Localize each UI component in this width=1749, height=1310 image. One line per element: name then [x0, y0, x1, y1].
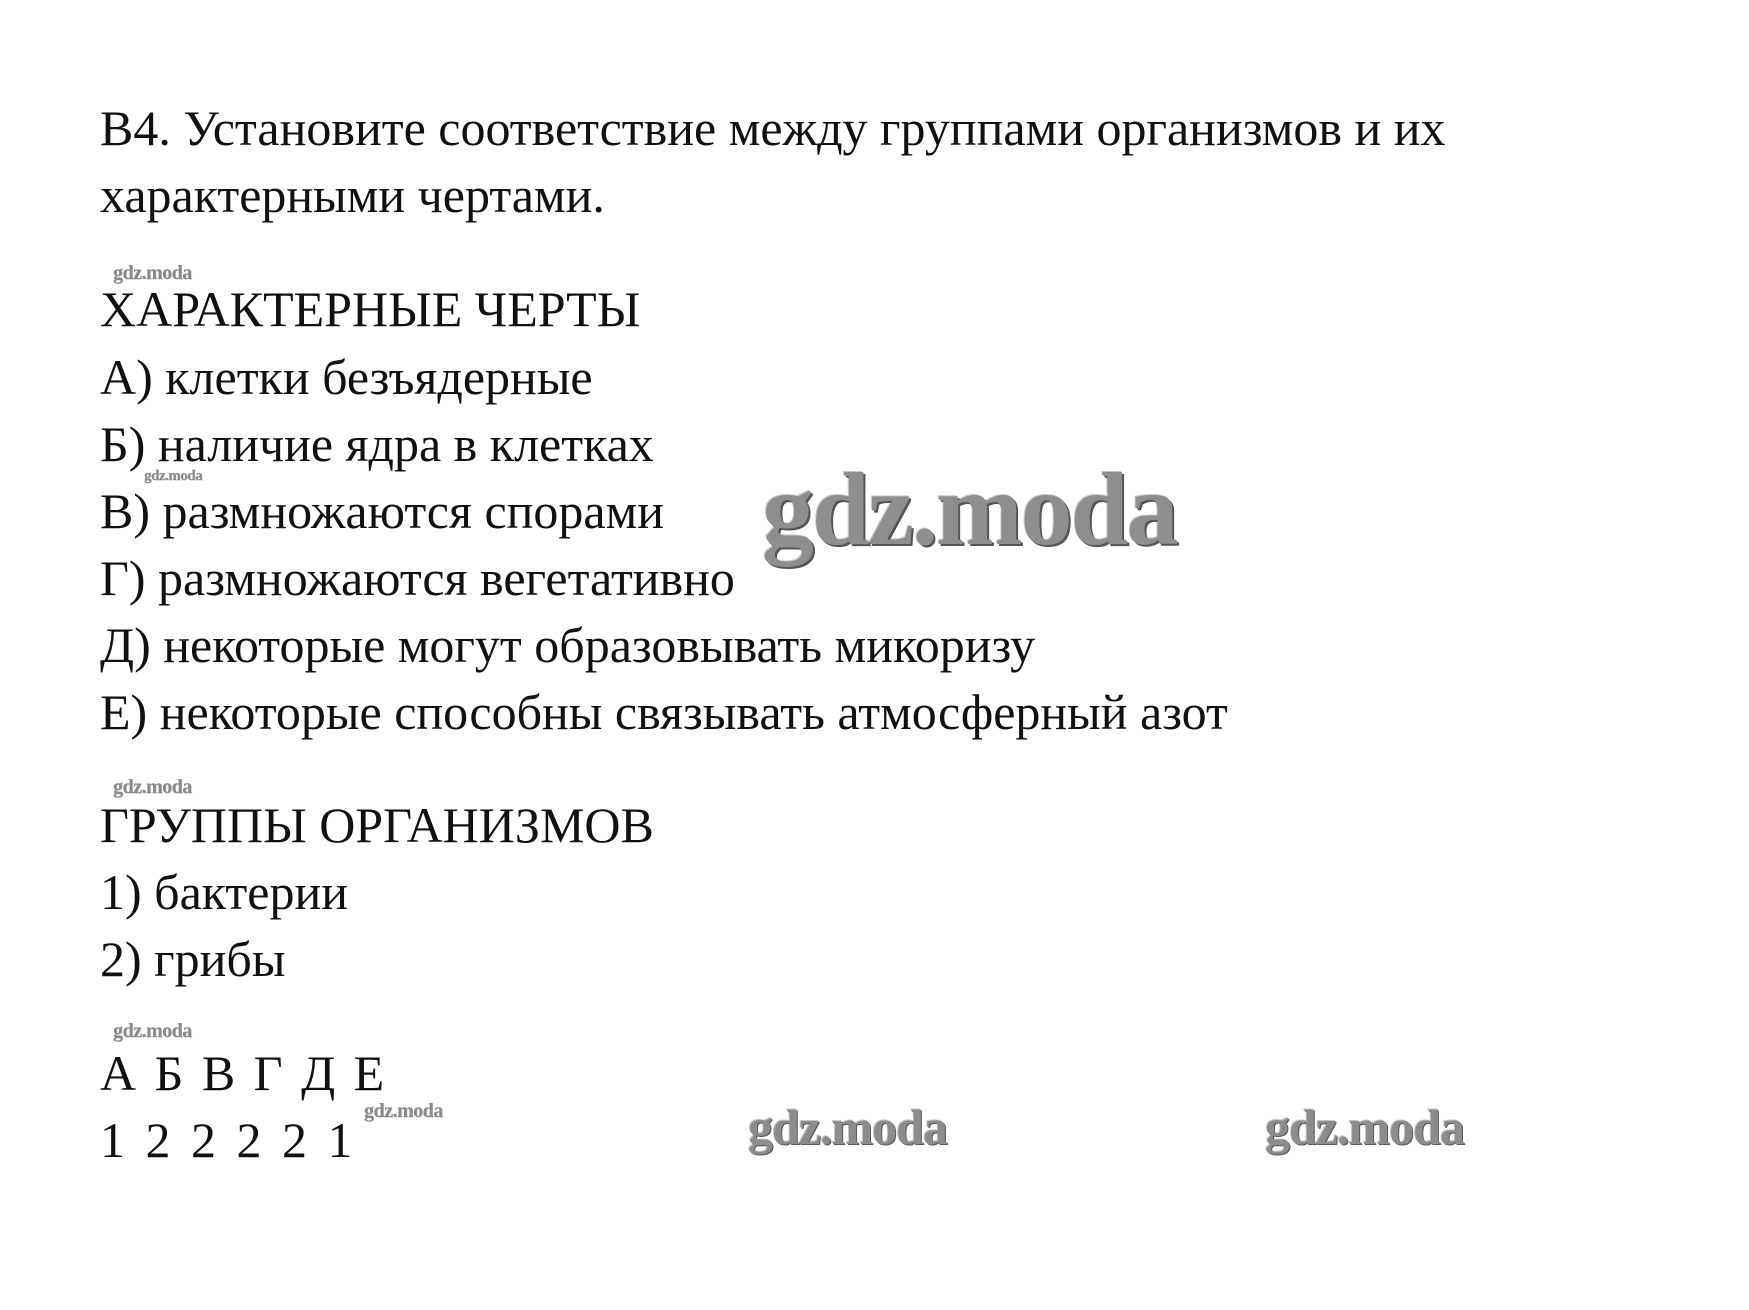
question-line-1: В4. Установите соответствие между группами организмов и их [100, 100, 1446, 156]
watermark-medium: gdz.moda [748, 1099, 947, 1155]
feature-item-e: Е) некоторые способны связывать атмосферный азот [100, 684, 1228, 740]
group-item-2: 2) грибы [100, 931, 286, 987]
watermark-small: gdz.moda [113, 262, 192, 284]
watermark-small: gdz.moda [364, 1100, 443, 1122]
watermark-small: gdz.moda [113, 776, 192, 798]
group-item-1: 1) бактерии [100, 864, 348, 920]
feature-item-a: А) клетки безъядерные [100, 349, 593, 405]
answer-letters: А Б В Г Д Е [100, 1045, 385, 1101]
feature-item-d: Д) некоторые могут образовывать микоризу [100, 617, 1036, 673]
question-line-2: характерными чертами. [100, 167, 605, 223]
features-heading: ХАРАКТЕРНЫЕ ЧЕРТЫ [100, 281, 641, 337]
feature-item-v: В) размножаются спорами [100, 483, 665, 539]
feature-item-b: Б) наличие ядра в клетках [100, 416, 654, 472]
watermark-small: gdz.moda [113, 1020, 192, 1042]
answer-digits: 1 2 2 2 2 1 [100, 1112, 353, 1168]
watermark-large: gdz.moda [762, 452, 1177, 567]
groups-heading: ГРУППЫ ОРГАНИЗМОВ [100, 797, 654, 853]
feature-item-g: Г) размножаются вегетативно [100, 550, 735, 606]
watermark-medium: gdz.moda [1265, 1099, 1464, 1155]
watermark-small: gdz.moda [144, 468, 203, 484]
